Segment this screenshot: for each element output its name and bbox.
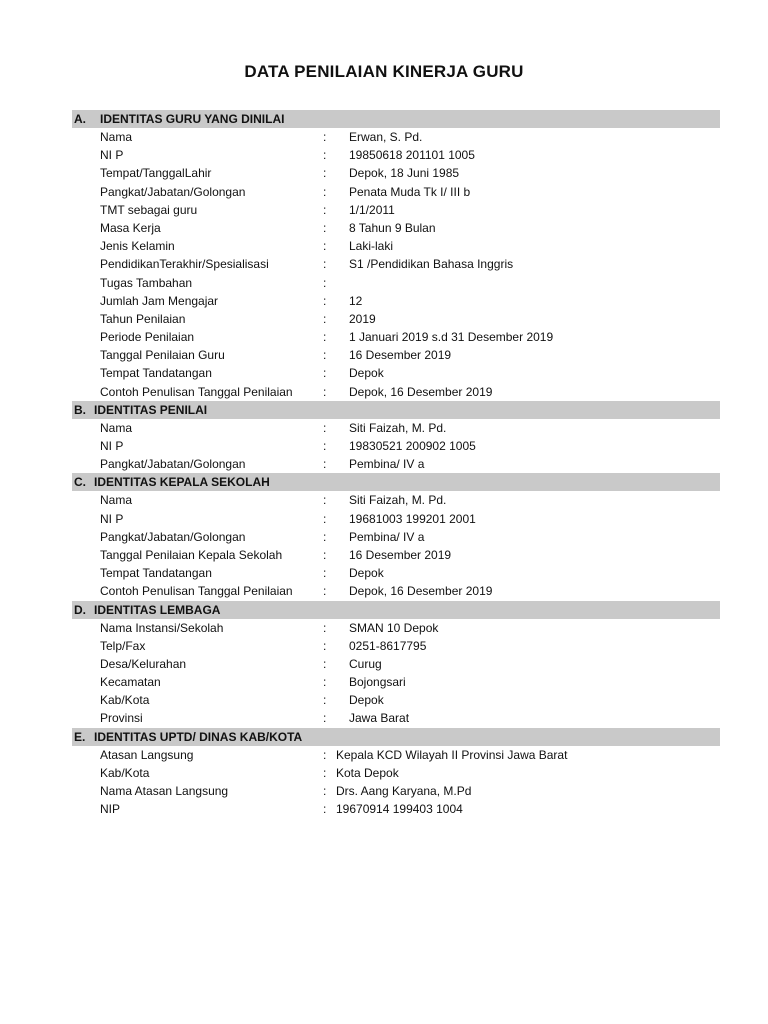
field-label: Tempat Tandatangan — [100, 566, 212, 581]
field-row — [72, 419, 720, 437]
field-value: 2019 — [349, 311, 376, 326]
section-letter: B. — [74, 402, 86, 417]
field-row — [72, 582, 720, 600]
field-row — [72, 637, 720, 655]
field-row — [72, 201, 720, 219]
field-value: 19850618 201101 1005 — [349, 148, 475, 163]
field-label: Nama — [100, 130, 133, 144]
field-row — [72, 709, 720, 727]
field-colon: : — [323, 584, 327, 599]
field-colon: : — [323, 747, 327, 762]
field-row — [72, 328, 720, 346]
section-identitas-kepala-sekolah — [72, 473, 720, 600]
field-value: Siti Faizah, M. Pd. — [349, 420, 447, 435]
field-colon: : — [323, 420, 327, 435]
field-row — [72, 364, 720, 382]
field-label: Contoh Penulisan Tanggal Penilaian — [100, 584, 293, 599]
field-row — [72, 491, 720, 509]
field-row — [72, 764, 720, 782]
section-title: IDENTITAS PENILAI — [94, 402, 208, 417]
field-label: Nama Atasan Langsung — [100, 784, 229, 798]
field-value: 19830521 200902 1005 — [349, 439, 476, 453]
field-label: Tempat Tandatangan — [100, 366, 212, 381]
field-colon: : — [323, 130, 327, 144]
field-value: Laki-laki — [349, 239, 394, 254]
field-label: Masa Kerja — [100, 220, 161, 235]
field-colon: : — [323, 220, 327, 235]
field-value: S1 /Pendidikan Bahasa Inggris — [349, 257, 514, 272]
field-label: Pangkat/Jabatan/Golongan — [100, 184, 246, 199]
field-label: Nama — [100, 420, 133, 435]
field-row — [72, 437, 720, 455]
field-row — [72, 383, 720, 401]
field-row — [72, 128, 720, 146]
field-row — [72, 673, 720, 691]
field-value: Penata Muda Tk I/ III b — [349, 184, 471, 199]
section-letter: E. — [74, 729, 86, 744]
field-label: Contoh Penulisan Tanggal Penilaian — [100, 384, 293, 399]
field-row — [72, 800, 720, 818]
field-row — [72, 164, 720, 182]
field-colon: : — [323, 529, 327, 544]
field-label: Pangkat/Jabatan/Golongan — [100, 457, 246, 472]
field-colon: : — [323, 148, 327, 163]
field-label: Tugas Tambahan — [100, 275, 193, 290]
section-letter: A. — [74, 112, 86, 126]
field-colon: : — [323, 566, 327, 581]
field-value: 16 Desember 2019 — [349, 547, 452, 562]
field-label: Kecamatan — [100, 675, 161, 690]
field-value: 16 Desember 2019 — [349, 348, 452, 363]
field-colon: : — [323, 765, 327, 780]
field-colon: : — [323, 366, 327, 381]
field-colon: : — [323, 493, 327, 508]
field-colon: : — [323, 239, 327, 254]
field-colon: : — [323, 184, 327, 199]
field-colon: : — [323, 257, 327, 272]
field-colon: : — [323, 439, 327, 453]
section-title: IDENTITAS LEMBAGA — [94, 602, 221, 617]
field-value: 19670914 199403 1004 — [336, 802, 463, 817]
field-colon: : — [323, 620, 327, 635]
field-row — [72, 691, 720, 709]
section-header — [72, 110, 720, 128]
field-value: Depok, 16 Desember 2019 — [349, 384, 493, 399]
field-value: Pembina/ IV a — [349, 529, 425, 544]
section-header — [72, 728, 720, 746]
field-label: PendidikanTerakhir/Spesialisasi — [100, 257, 269, 272]
field-value: 1 Januari 2019 s.d 31 Desember 2019 — [349, 330, 554, 345]
field-colon: : — [323, 511, 327, 526]
field-colon: : — [323, 348, 327, 363]
field-colon: : — [323, 311, 327, 326]
field-value: 12 — [349, 293, 363, 308]
section-identitas-lembaga — [72, 601, 720, 728]
field-colon: : — [323, 638, 327, 653]
field-value: Depok — [349, 693, 384, 708]
field-colon: : — [323, 693, 327, 708]
field-row — [72, 346, 720, 364]
section-identitas-uptd — [72, 728, 720, 819]
field-label: Telp/Fax — [100, 638, 146, 653]
field-value: Depok, 18 Juni 1985 — [349, 166, 460, 181]
section-title: IDENTITAS GURU YANG DINILAI — [100, 112, 285, 126]
field-label: NI P — [100, 511, 124, 526]
field-row — [72, 255, 720, 273]
field-row — [72, 292, 720, 310]
section-identitas-guru — [72, 110, 720, 401]
field-value: Drs. Aang Karyana, M.Pd — [336, 784, 472, 798]
field-value: Curug — [349, 656, 382, 671]
field-label: Kab/Kota — [100, 693, 150, 708]
field-label: Pangkat/Jabatan/Golongan — [100, 529, 246, 544]
field-row — [72, 274, 720, 292]
field-label: TMT sebagai guru — [100, 202, 198, 217]
field-colon: : — [323, 166, 327, 181]
field-colon: : — [323, 202, 327, 217]
page-title: DATA PENILAIAN KINERJA GURU — [244, 62, 524, 81]
field-value: 1/1/2011 — [349, 202, 395, 217]
field-row — [72, 564, 720, 582]
section-title: IDENTITAS KEPALA SEKOLAH — [94, 475, 270, 490]
field-label: Kab/Kota — [100, 765, 150, 780]
field-value: Depok, 16 Desember 2019 — [349, 584, 493, 599]
field-colon: : — [323, 293, 327, 308]
field-row — [72, 619, 720, 637]
field-value: 8 Tahun 9 Bulan — [349, 220, 436, 235]
section-identitas-penilai — [72, 401, 720, 474]
field-row — [72, 219, 720, 237]
section-letter: C. — [74, 475, 86, 490]
field-value: Bojongsari — [349, 675, 406, 690]
field-label: NI P — [100, 148, 124, 163]
field-row — [72, 510, 720, 528]
field-label: Tahun Penilaian — [100, 311, 186, 326]
field-row — [72, 528, 720, 546]
field-value: Siti Faizah, M. Pd. — [349, 493, 447, 508]
field-colon: : — [323, 711, 327, 726]
section-header — [72, 401, 720, 419]
field-row — [72, 310, 720, 328]
field-colon: : — [323, 330, 327, 345]
field-value: Kepala KCD Wilayah II Provinsi Jawa Barat — [336, 747, 568, 762]
field-label: Desa/Kelurahan — [100, 656, 187, 671]
field-value: Depok — [349, 366, 384, 381]
field-colon: : — [323, 675, 327, 690]
field-value: 19681003 199201 2001 — [349, 511, 476, 526]
section-title: IDENTITAS UPTD/ DINAS KAB/KOTA — [94, 729, 303, 744]
field-row — [72, 183, 720, 201]
field-label: Provinsi — [100, 711, 143, 726]
field-label: Tanggal Penilaian Kepala Sekolah — [100, 547, 283, 562]
section-header — [72, 473, 720, 491]
field-label: Nama — [100, 493, 133, 508]
field-value: Depok — [349, 566, 384, 581]
section-letter: D. — [74, 602, 86, 617]
field-colon: : — [323, 784, 327, 798]
field-value: SMAN 10 Depok — [349, 620, 439, 635]
field-value: Pembina/ IV a — [349, 457, 425, 472]
field-row — [72, 746, 720, 764]
field-value: Kota Depok — [336, 765, 399, 780]
field-row — [72, 455, 720, 473]
field-colon: : — [323, 457, 327, 472]
field-label: Atasan Langsung — [100, 747, 194, 762]
field-label: Jumlah Jam Mengajar — [100, 293, 219, 308]
field-row — [72, 546, 720, 564]
field-label: Tempat/TanggalLahir — [100, 166, 212, 181]
field-label: Nama Instansi/Sekolah — [100, 620, 224, 635]
field-colon: : — [323, 547, 327, 562]
field-colon: : — [323, 275, 327, 290]
field-label: NI P — [100, 439, 124, 453]
field-row — [72, 655, 720, 673]
document-body — [72, 110, 720, 818]
field-label: Periode Penilaian — [100, 330, 195, 345]
field-label: NIP — [100, 802, 121, 817]
field-label: Tanggal Penilaian Guru — [100, 348, 225, 363]
field-value: Erwan, S. Pd. — [349, 130, 423, 144]
field-value: 0251-8617795 — [349, 638, 427, 653]
field-row — [72, 237, 720, 255]
field-colon: : — [323, 802, 327, 817]
field-colon: : — [323, 384, 327, 399]
field-label: Jenis Kelamin — [100, 239, 175, 254]
section-header — [72, 601, 720, 619]
field-row — [72, 146, 720, 164]
field-row — [72, 782, 720, 800]
field-colon: : — [323, 656, 327, 671]
field-value: Jawa Barat — [349, 711, 410, 726]
